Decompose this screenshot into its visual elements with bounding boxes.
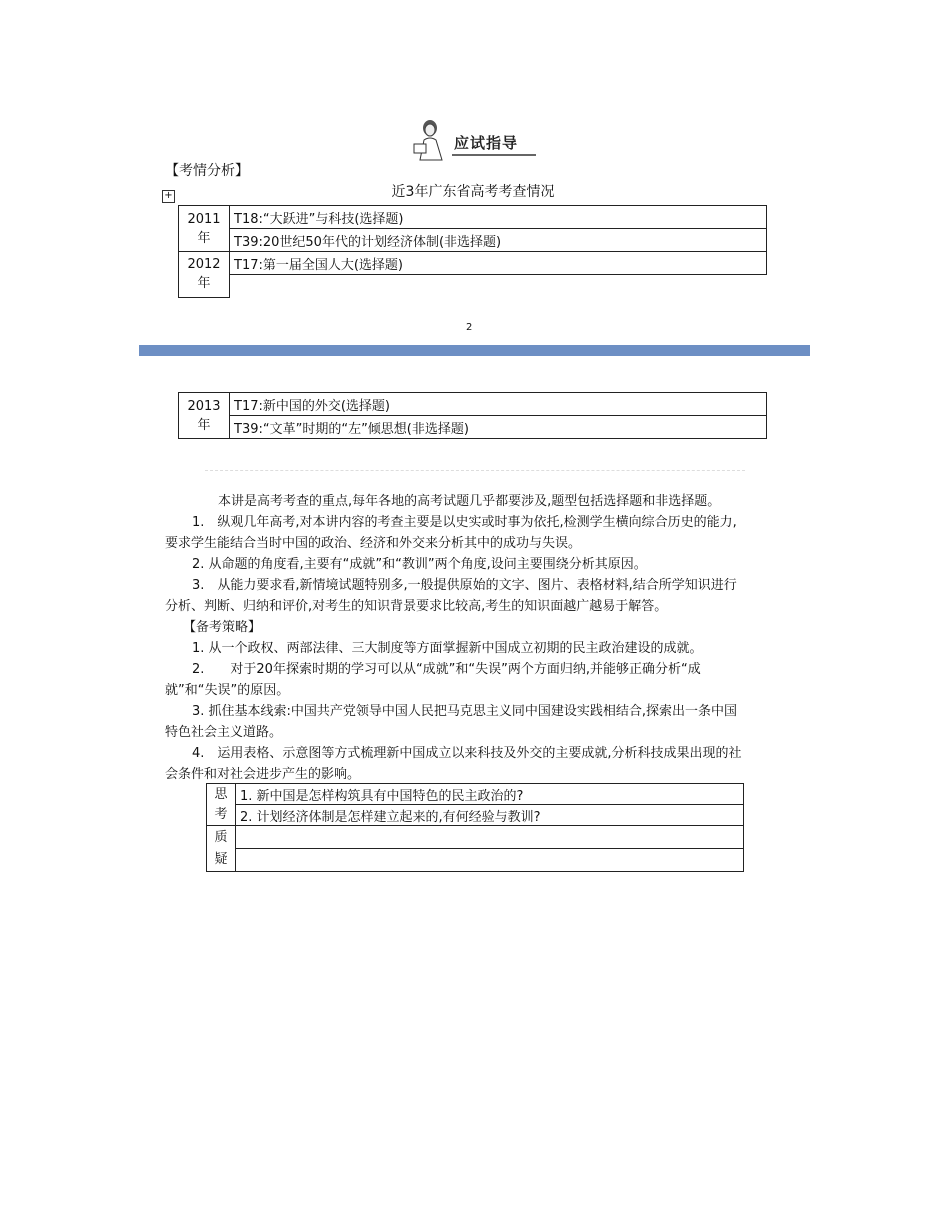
analysis-point-1-cont: 要求学生能结合当时中国的政治、经济和外交来分析其中的成功与失误。 xyxy=(165,536,582,551)
strategy-point-4: 4. 运用表格、示意图等方式梳理新中国成立以来科技及外交的主要成就,分析科技成果出现的社 xyxy=(192,746,742,761)
section-heading-strategy: 【备考策略】 xyxy=(183,620,262,635)
page-separator xyxy=(139,345,810,356)
exam-table-page2 xyxy=(178,392,767,439)
exam-table-page1 xyxy=(178,205,767,298)
strategy-point-2: 2. 对于20年探索时期的学习可以从“成就”和“失误”两个方面归纳,并能够正确分析“成 xyxy=(192,662,701,677)
analysis-point-2: 2. 从命题的角度看,主要有“成就”和“教训”两个角度,设问主要围绕分析其原因。 xyxy=(192,557,647,572)
side-label-question: 质 疑 xyxy=(207,826,236,872)
topic-cell: T17:新中国的外交(选择题) xyxy=(230,393,767,416)
table-row xyxy=(179,416,767,439)
section-banner xyxy=(412,118,542,164)
banner-underline xyxy=(452,154,536,156)
strategy-point-1: 1. 从一个政权、两部法律、三大制度等方面掌握新中国成立初期的民主政治建设的成就。 xyxy=(192,641,703,656)
strategy-point-3-cont: 特色社会主义道路。 xyxy=(165,725,283,740)
year-cell: 2013 年 xyxy=(179,393,230,439)
table-expand-icon[interactable]: + xyxy=(162,190,175,203)
analysis-point-3: 3. 从能力要求看,新情境试题特别多,一般提供原始的文字、图片、表格材料,结合所学知识进行 xyxy=(192,578,737,593)
answer-cell[interactable] xyxy=(236,826,744,849)
analysis-point-3-cont: 分析、判断、归纳和评价,对考生的知识背景要求比较高,考生的知识面越广越易于解答。 xyxy=(165,599,668,614)
table-row xyxy=(207,826,744,849)
year-cell: 2011 年 xyxy=(179,206,230,252)
topic-cell: T39:“文革”时期的“左”倾思想(非选择题) xyxy=(230,416,767,439)
question-cell: 2. 计划经济体制是怎样建立起来的,有何经验与教训? xyxy=(236,805,744,826)
question-cell: 1. 新中国是怎样构筑具有中国特色的民主政治的? xyxy=(236,784,744,805)
divider xyxy=(205,470,745,471)
year-cell: 2012 年 xyxy=(179,252,230,298)
teacher-figure-icon xyxy=(412,118,452,162)
table-row xyxy=(179,252,767,275)
table-row xyxy=(179,229,767,252)
strategy-point-3: 3. 抓住基本线索:中国共产党领导中国人民把马克思主义同中国建设实践相结合,探索出一条中国 xyxy=(192,704,738,719)
answer-cell[interactable] xyxy=(236,849,744,872)
table-row xyxy=(179,275,767,298)
analysis-point-1: 1. 纵观几年高考,对本讲内容的考查主要是以史实或时事为依托,检测学生横向综合历史的能力, xyxy=(192,515,737,530)
analysis-intro: 本讲是高考考查的重点,每年各地的高考试题几乎都要涉及,题型包括选择题和非选择题。 xyxy=(218,494,721,509)
reflection-table xyxy=(206,783,744,872)
side-label-think: 思 考 xyxy=(207,784,236,826)
table-row xyxy=(179,393,767,416)
topic-cell: T17:第一届全国人大(选择题) xyxy=(230,252,767,275)
page-number: 2 xyxy=(466,322,473,333)
table-row xyxy=(207,784,744,805)
table-row xyxy=(207,805,744,826)
strategy-point-4-cont: 会条件和对社会进步产生的影响。 xyxy=(165,767,361,782)
table-title: 近3年广东省高考考查情况 xyxy=(391,184,555,200)
topic-cell: T39:20世纪50年代的计划经济体制(非选择题) xyxy=(230,229,767,252)
section-heading-analysis: 【考情分析】 xyxy=(165,163,249,179)
topic-cell xyxy=(230,275,767,298)
strategy-point-2-cont: 就”和“失误”的原因。 xyxy=(165,683,290,698)
topic-cell: T18:“大跃进”与科技(选择题) xyxy=(230,206,767,229)
table-row xyxy=(207,849,744,872)
banner-label: 应试指导 xyxy=(454,134,519,152)
table-row xyxy=(179,206,767,229)
